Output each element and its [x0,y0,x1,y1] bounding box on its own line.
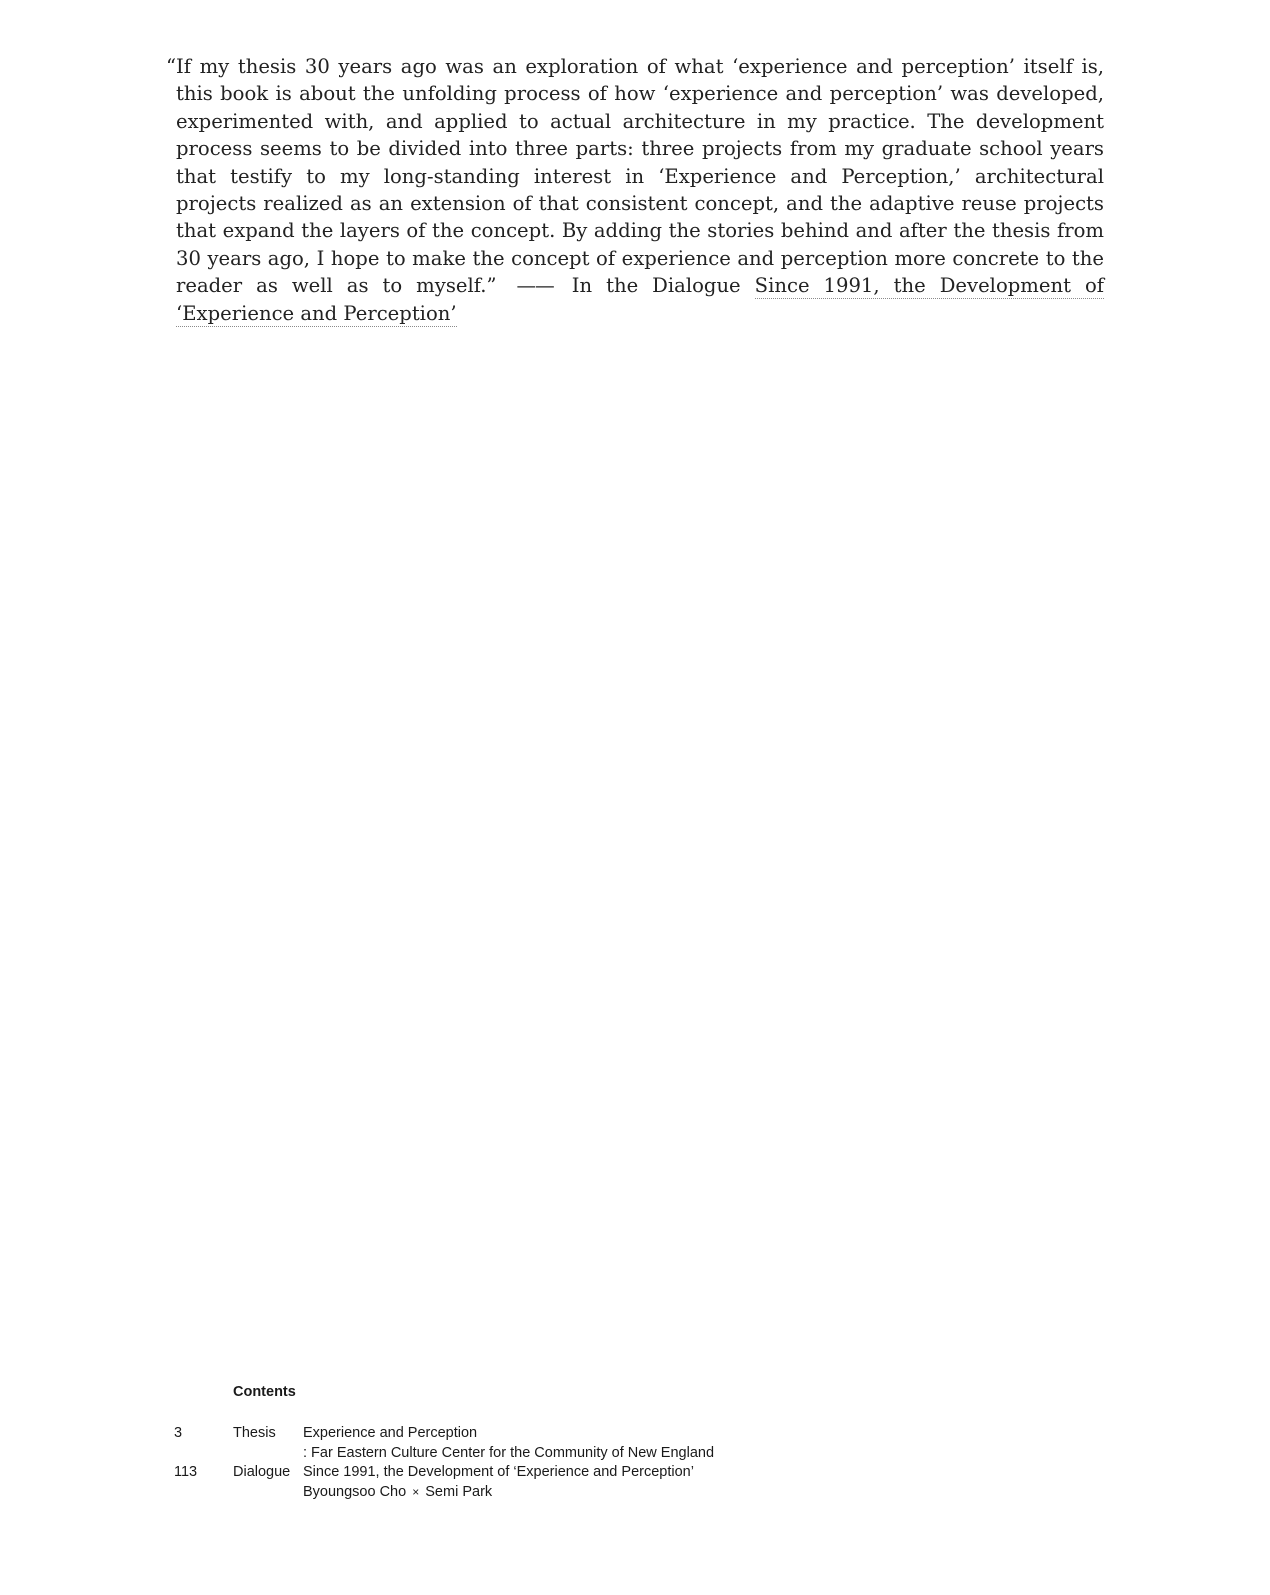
participant-separator: × [412,1484,420,1499]
toc-entry-dialogue [0,1464,1270,1503]
toc-entry-title: Since 1991, the Development of ‘Experience and Perception’ [303,1464,694,1480]
toc-list [0,1425,1270,1503]
epigraph-quote [166,53,1104,327]
quote-body: If my thesis 30 years ago was an exploration of what ‘experience and perception’ itself is, this book is about the unfolding process of how ‘experience and perception’ was developed, experimented with, and applied to actual architecture in my practice. The development process seems to be divided into three parts: three projects from my graduate school years that testify to my long-standing interest in ‘Experience and Perception,’ architectural projects realized as an extension of that consistent concept, and the adaptive reuse projects that expand the layers of the concept. By adding the stories behind and after the thesis from 30 years ago, I hope to make the concept of experience and perception more concrete to the reader as well as to myself.” [176,55,1104,298]
toc-section-label: Thesis [233,1425,276,1441]
attribution-dialogue-title: Since 1991, the Development of ‘Experience and Perception’ [176,274,1104,325]
participant-name: Byoungsoo Cho [303,1483,407,1500]
toc-page-number: 3 [174,1425,183,1441]
toc-section-label: Dialogue [233,1464,291,1480]
toc-entry-subtitle [303,1484,492,1500]
toc-entry-subtitle: : Far Eastern Culture Center for the Community of New England [303,1444,715,1461]
participant-name: Semi Park [425,1483,493,1500]
toc-page-number: 113 [174,1464,198,1480]
attribution-prefix: In the Dialogue [571,274,741,298]
toc-entry-thesis [0,1425,1270,1464]
toc-entry-title: Experience and Perception [303,1425,478,1441]
open-quote-mark: “ [166,55,177,78]
contents-heading: Contents [233,1384,296,1400]
attribution-dash: —— [516,274,554,298]
